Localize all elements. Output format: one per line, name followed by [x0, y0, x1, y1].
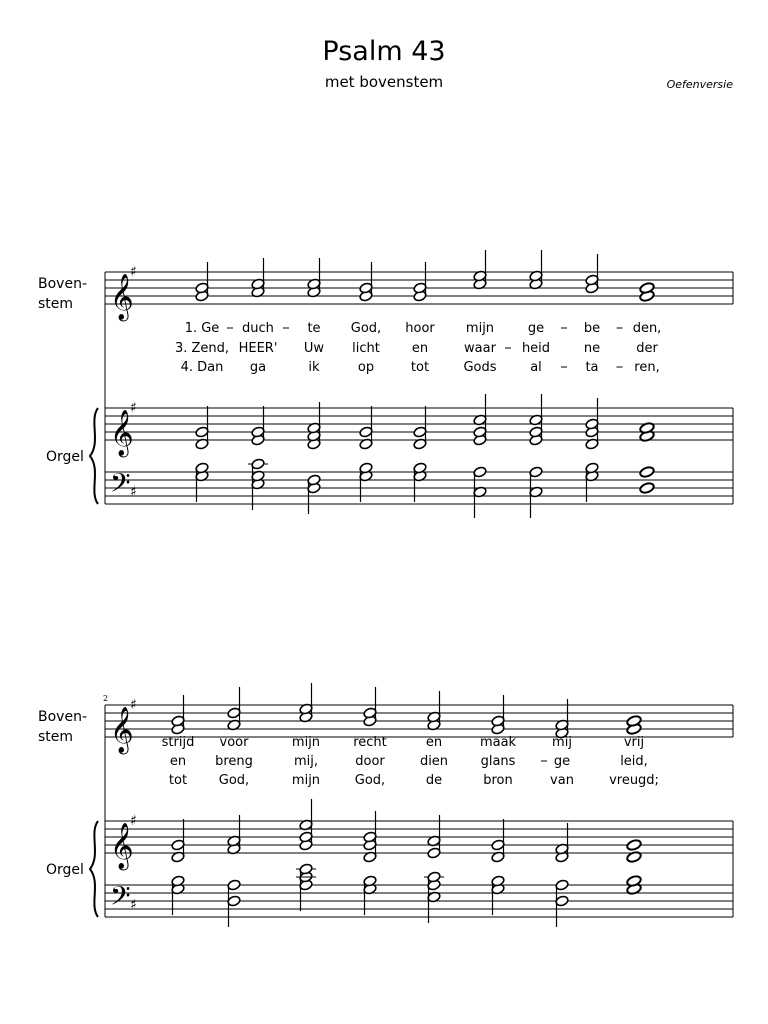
lyric-syllable: tot: [410, 360, 430, 375]
lyric-syllable: duch: [242, 321, 274, 336]
lyric-syllable: maak: [479, 735, 517, 750]
lyric-syllable: mij,: [293, 754, 319, 769]
instrument-label-organ: Orgel: [46, 862, 84, 878]
lyric-syllable: breng: [215, 754, 253, 769]
lyric-syllable: heid: [521, 341, 551, 356]
lyric-syllable: HEER': [238, 341, 278, 356]
key-sharp-icon: ♯: [130, 897, 137, 913]
lyric-syllable: voor: [219, 735, 249, 750]
lyric-syllable: ge: [527, 321, 545, 336]
instrument-label-voice: Boven-: [38, 709, 87, 725]
lyric-syllable: God,: [354, 773, 386, 788]
brace-icon: [90, 821, 98, 917]
lyric-syllable: dien: [419, 754, 449, 769]
lyric-syllable: vreugd;: [609, 773, 659, 788]
treble-clef-icon: 𝄞: [110, 707, 134, 753]
lyric-syllable: glans: [480, 754, 516, 769]
bass-clef-icon: 𝄢: [110, 880, 131, 918]
lyric-syllable: Gods: [463, 360, 497, 375]
lyric-syllable: en: [425, 735, 443, 750]
lyric-syllable: 4. Dan: [180, 360, 224, 375]
key-sharp-icon: ♯: [130, 400, 137, 416]
lyric-syllable: van: [550, 773, 574, 788]
brace-icon: [90, 408, 98, 504]
lyric-syllable: strijd: [161, 735, 195, 750]
lyric-syllable: waar: [464, 341, 496, 356]
lyric-syllable: 3. Zend,: [174, 341, 230, 356]
lyric-syllable: ga: [249, 360, 267, 375]
lyric-syllable: Uw: [303, 341, 325, 356]
lyric-syllable: en: [411, 341, 429, 356]
composer-label: Oefenversie: [666, 78, 733, 91]
treble-clef-icon: 𝄞: [110, 410, 134, 456]
lyric-syllable: bron: [483, 773, 513, 788]
lyric-syllable: recht: [353, 735, 387, 750]
lyric-syllable: de: [425, 773, 443, 788]
key-sharp-icon: ♯: [130, 484, 137, 500]
lyric-syllable: vrij: [623, 735, 645, 750]
lyric-syllable: licht: [352, 341, 380, 356]
lyric-syllable: mijn: [291, 773, 321, 788]
lyric-syllable: door: [355, 754, 385, 769]
lyric-syllable: ne: [583, 341, 601, 356]
treble-clef-icon: 𝄞: [110, 823, 134, 869]
lyric-syllable: be: [583, 321, 601, 336]
lyric-syllable: en: [169, 754, 187, 769]
instrument-label-voice: Boven-: [38, 276, 87, 292]
instrument-label-voice: stem: [38, 296, 74, 312]
lyric-syllable: ik: [308, 360, 320, 375]
lyric-syllable: ta: [585, 360, 599, 375]
lyric-syllable: 1. Ge: [184, 321, 220, 336]
bass-clef-icon: 𝄢: [110, 467, 131, 505]
page-subtitle: met bovenstem: [324, 73, 444, 91]
lyric-syllable: te: [307, 321, 321, 336]
instrument-label-organ: Orgel: [46, 449, 84, 465]
lyric-syllable: hoor: [405, 321, 435, 336]
lyric-syllable: tot: [168, 773, 188, 788]
note-head: [639, 482, 655, 495]
treble-clef-icon: 𝄞: [110, 274, 134, 320]
lyric-syllable: der: [636, 341, 658, 356]
key-sharp-icon: ♯: [130, 697, 137, 713]
note-head: [626, 839, 642, 852]
lyric-syllable: den,: [632, 321, 662, 336]
key-sharp-icon: ♯: [130, 813, 137, 829]
page-title: Psalm 43: [322, 36, 446, 67]
key-sharp-icon: ♯: [130, 264, 137, 280]
lyric-syllable: leid,: [620, 754, 648, 769]
lyric-syllable: al: [530, 360, 542, 375]
lyric-syllable: ren,: [634, 360, 660, 375]
lyric-syllable: ge: [553, 754, 571, 769]
lyric-syllable: op: [357, 360, 375, 375]
note-head: [639, 466, 655, 479]
lyric-syllable: mijn: [465, 321, 495, 336]
lyric-syllable: mij: [552, 735, 572, 750]
instrument-label-voice: stem: [38, 729, 74, 745]
measure-number: 2: [103, 694, 109, 703]
lyric-syllable: God,: [350, 321, 382, 336]
lyric-syllable: God,: [218, 773, 250, 788]
lyric-syllable: mijn: [291, 735, 321, 750]
